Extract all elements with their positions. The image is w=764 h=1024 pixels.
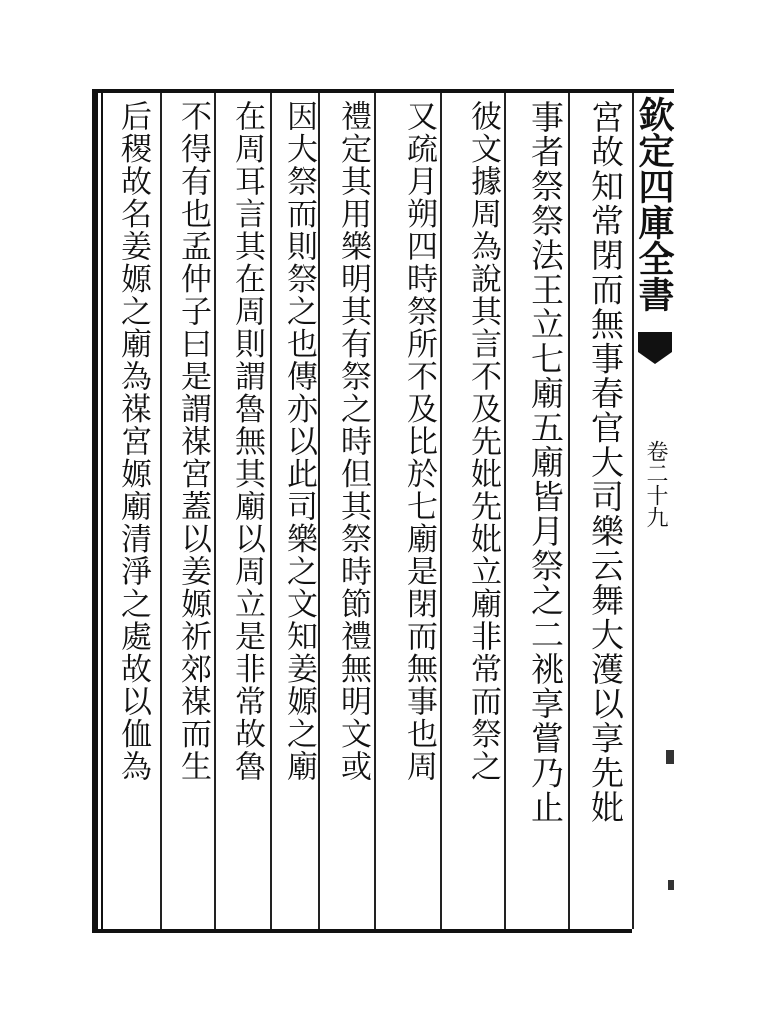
margin-mark	[666, 750, 674, 764]
text-column-9: 后稷故名姜嫄之廟為禖宮嫄廟清淨之處故以侐為	[115, 100, 151, 783]
frame-left-inner-border	[101, 93, 103, 929]
text-column-7: 在周耳言其在周則謂魯無其廟以周立是非常故魯	[229, 100, 265, 783]
frame-bottom-border	[92, 929, 632, 933]
fish-tail-mark-icon	[636, 330, 674, 370]
text-column-5: 禮定其用樂明其有祭之時但其祭時節禮無明文或	[335, 100, 371, 783]
text-column-8: 不得有也孟仲子曰是謂禖宮蓋以姜嫄祈郊禖而生	[175, 100, 211, 783]
book-title: 欽定四庫全書	[633, 96, 675, 312]
column-divider	[160, 93, 162, 929]
text-column-6: 因大祭而則祭之也傳亦以此司樂之文知姜嫄之廟	[281, 100, 317, 783]
text-column-2: 事者祭祭法王立七廟五廟皆月祭之二祧享嘗乃止	[526, 100, 565, 825]
text-column-1: 宮故知常閉而無事春官大司樂云舞大濩以享先妣	[586, 100, 625, 825]
frame-top-border	[92, 89, 674, 93]
volume-number: 卷二十九	[643, 440, 668, 528]
frame-left-border	[92, 89, 98, 933]
text-column-4: 又疏月朔四時祭所不及比於七廟是閉而無事也周	[401, 100, 437, 783]
margin-mark	[668, 880, 674, 890]
text-column-3: 彼文據周為說其言不及先妣先妣立廟非常而祭之	[465, 100, 501, 783]
